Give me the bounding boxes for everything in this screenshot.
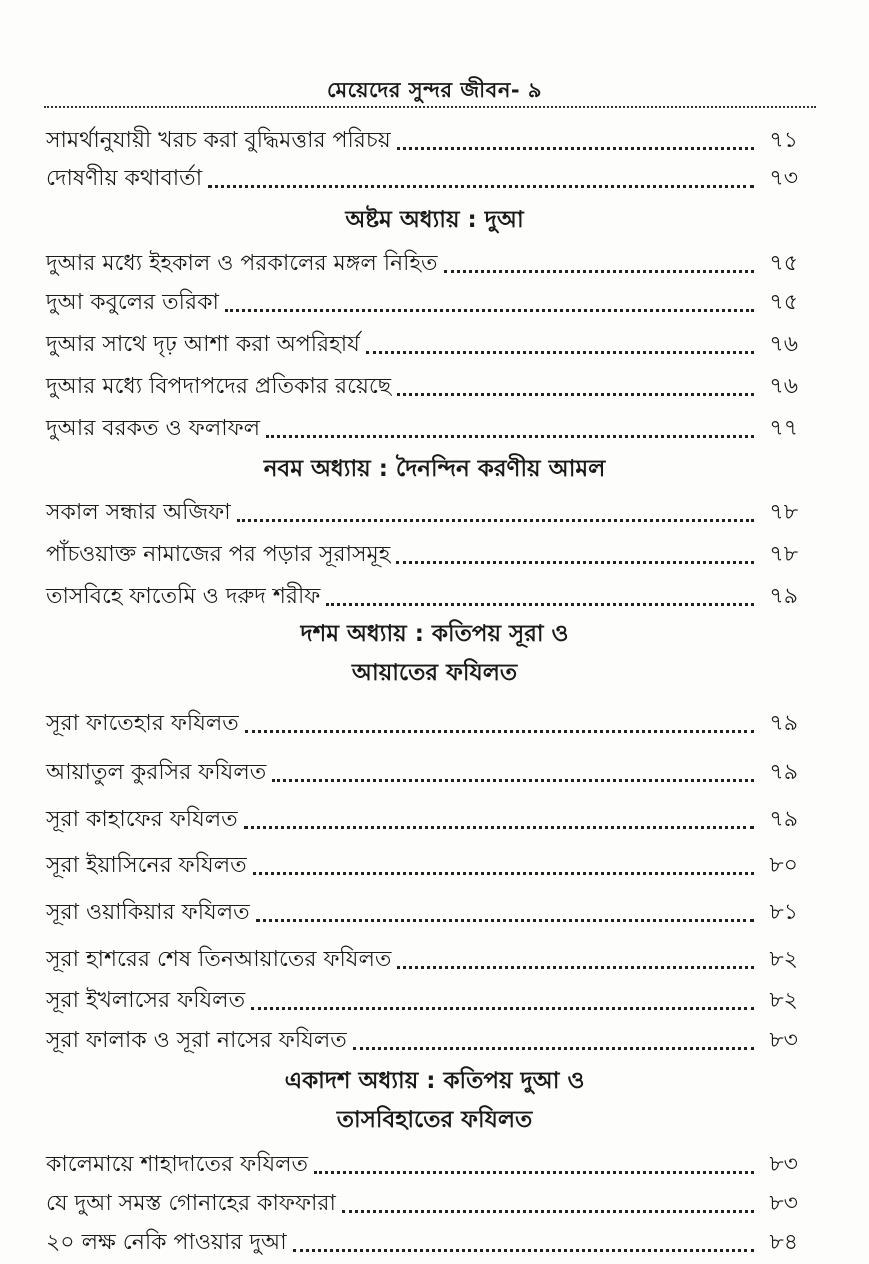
toc-entry-title: কালেমায়ে শাহাদাতের ফযিলত [46,1152,309,1177]
dot-leader [326,603,754,606]
chapter-heading-continued: আয়াতের ফযিলত [351,660,518,686]
toc-entry-title: ২০ লক্ষ নেকি পাওয়ার দুআ [46,1230,287,1255]
dot-leader [366,351,754,354]
toc-entry-page: ৭৮ [769,500,798,525]
chapter-heading: একাদশ অধ্যায় : কতিপয় দুআ ও [284,1068,585,1094]
toc-entry-title: দোষণীয় কথাবার্তা [46,166,203,191]
toc-entry [46,326,798,360]
toc-entry [46,410,798,444]
toc-entry [46,245,798,279]
toc-entry-page: ৮২ [769,947,798,972]
toc-entry [46,494,798,528]
toc-entry-page: ৭৭ [769,416,798,441]
toc-entry [46,705,798,739]
toc-entry [46,536,798,570]
chapter-heading: নবম অধ্যায় : দৈনন্দিন করণীয় আমল [263,456,606,482]
toc-entry-page: ৭৯ [769,711,798,736]
toc-entry-title: দুআ কবুলের তরিকা [46,290,219,315]
toc-entry [46,160,798,194]
toc-entry-page: ৭৯ [769,760,798,785]
dot-leader [444,270,754,273]
toc-entry-page: ৭৬ [769,332,798,357]
dot-leader [245,730,754,733]
header-divider [44,106,816,108]
dot-leader [251,1007,754,1010]
dot-leader [293,1249,754,1252]
toc-entry-page: ৭৯ [769,584,798,609]
toc-entry [46,847,798,881]
toc-entry-page: ৭৬ [769,374,798,399]
dot-leader [208,185,754,188]
toc-entry [46,1146,798,1180]
toc-entry-page: ৭৯ [769,807,798,832]
toc-entry-page: ৭৫ [769,290,798,315]
dot-leader [272,779,754,782]
chapter-heading: অষ্টম অধ্যায় : দুআ [345,207,524,233]
toc-entry [46,894,798,928]
toc-entry-page: ৮৩ [769,1152,798,1177]
toc-entry-title: দুআর মধ্যে ইহকাল ও পরকালের মঙ্গল নিহিত [46,251,438,276]
toc-entry [46,122,798,156]
toc-entry [46,801,798,835]
toc-entry-title: সকাল সন্ধার অজিফা [46,500,231,525]
toc-entry [46,578,798,612]
dot-leader [397,147,754,150]
toc-entry-page: ৭৩ [769,166,798,191]
dot-leader [396,561,754,564]
toc-entry-title: সামর্থানুযায়ী খরচ করা বুদ্ধিমত্তার পরিচয় [46,128,391,153]
toc-entry-page: ৭৫ [769,251,798,276]
toc-entry [46,982,798,1016]
toc-entry-title: সূরা ইখলাসের ফযিলত [46,988,246,1013]
toc-entry-title: সূরা ইয়াসিনের ফযিলত [46,853,247,878]
dot-leader [342,1210,754,1213]
dot-leader [225,309,754,312]
toc-entry-page: ৮৩ [769,1191,798,1216]
toc-entry-title: সূরা হাশরের শেষ তিনআয়াতের ফযিলত [46,947,392,972]
running-header: মেয়েদের সুন্দর জীবন- ৯ [326,78,543,102]
dot-leader [353,1047,754,1050]
dot-leader [397,966,754,969]
toc-entry-title: সূরা ফালাক ও সূরা নাসের ফযিলত [46,1028,347,1053]
toc-entry-page: ৮৩ [769,1028,798,1053]
toc-entry [46,1022,798,1056]
toc-entry-title: তাসবিহে ফাতেমি ও দরুদ শরীফ [46,584,321,609]
toc-entry-title: পাঁচওয়াক্ত নামাজের পর পড়ার সূরাসমূহ [46,542,391,567]
toc-entry-page: ৭৮ [769,542,798,567]
toc-entry [46,368,798,402]
toc-entry [46,1185,798,1219]
dot-leader [256,919,754,922]
chapter-heading-continued: তাসবিহাতের ফযিলত [336,1107,533,1133]
toc-entry-title: সূরা ওয়াকিয়ার ফযিলত [46,900,250,925]
toc-entry-title: যে দুআ সমস্ত গোনাহের কাফফারা [46,1191,336,1216]
dot-leader [244,826,754,829]
toc-entry-title: সূরা কাহাফের ফযিলত [46,807,238,832]
toc-entry [46,284,798,318]
chapter-heading: দশম অধ্যায় : কতিপয় সূরা ও [300,621,569,647]
toc-entry-title: সূরা ফাতেহার ফযিলত [46,711,239,736]
dot-leader [237,519,754,522]
toc-entry-title: দুআর সাথে দৃঢ় আশা করা অপরিহার্য [46,332,360,357]
toc-entry-title: দুআর মধ্যে বিপদাপদের প্রতিকার রয়েছে [46,374,392,399]
toc-entry-title: দুআর বরকত ও ফলাফল [46,416,261,441]
toc-entry [46,941,798,975]
toc-entry-title: আয়াতুল কুরসির ফযিলত [46,760,267,785]
toc-entry-page: ৮৪ [769,1230,798,1255]
dot-leader [266,435,754,438]
dot-leader [397,393,754,396]
toc-entry-page: ৮১ [769,900,798,925]
toc-entry [46,1224,798,1258]
dot-leader [314,1171,754,1174]
toc-entry-page: ৭১ [769,128,798,153]
toc-entry-page: ৮২ [769,988,798,1013]
toc-entry [46,754,798,788]
toc-entry-page: ৮০ [769,853,798,878]
dot-leader [253,872,754,875]
